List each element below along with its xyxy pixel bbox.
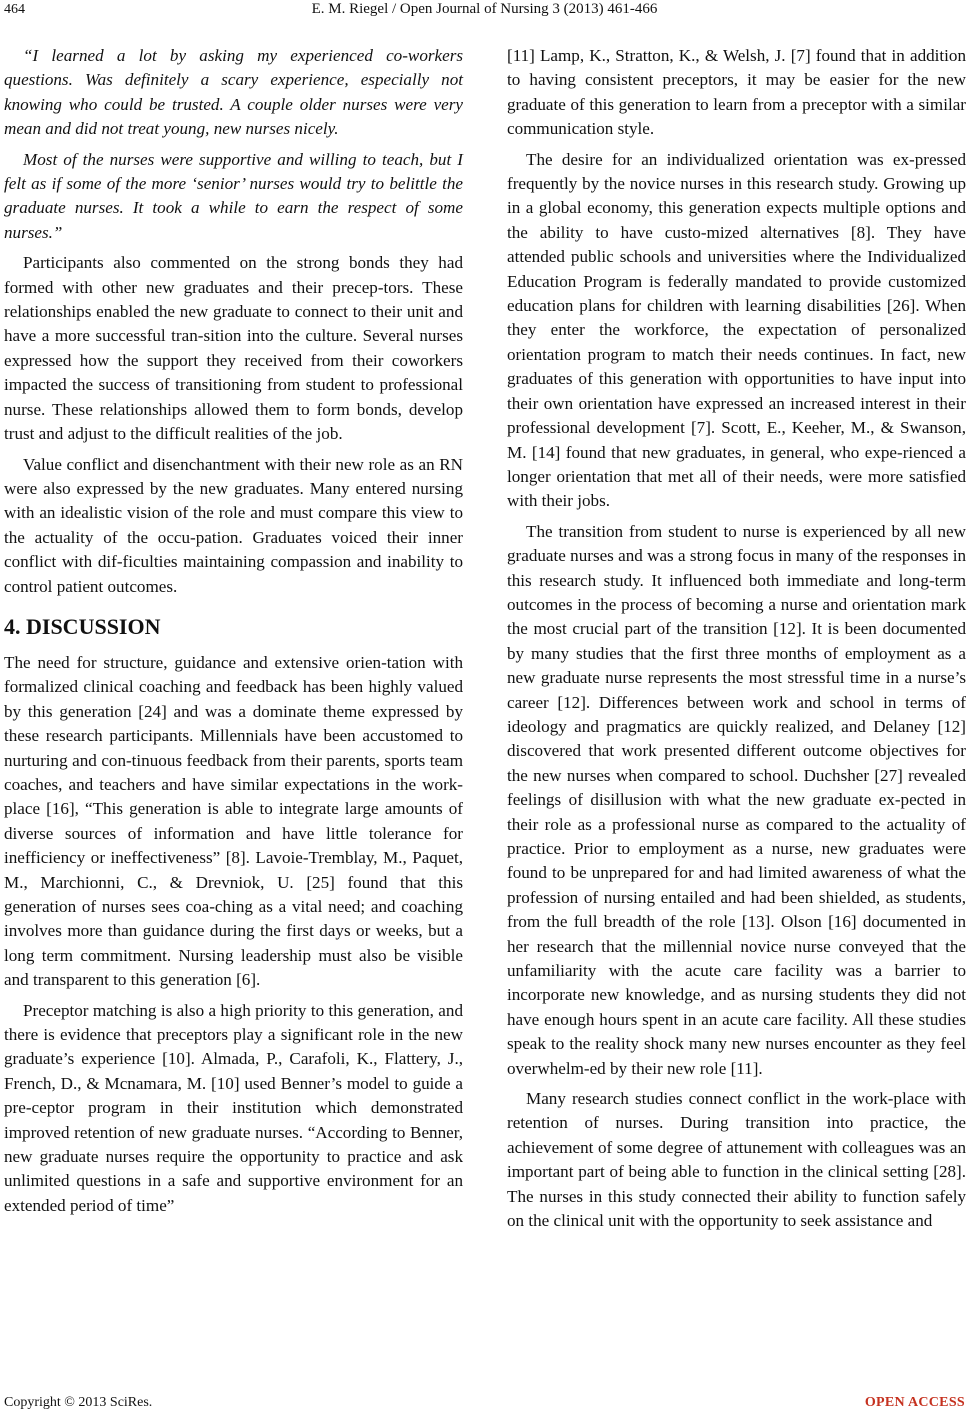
body-paragraph: [11] Lamp, K., Stratton, K., & Welsh, J. [7] found that in addition to having consistent preceptors, it may be easier for the new graduate of this generation to learn from a preceptor with a similar communication style. [507,46,966,139]
right-column [507,44,966,1240]
copyright-notice: Copyright © 2013 SciRes. [4,1395,153,1410]
page-number: 464 [4,2,25,17]
page-header [0,0,969,24]
body-paragraph: The transition from student to nurse is experienced by all new graduate nurses and was a strong focus in many of the responses in this research study. It influenced both immediate and long-term outcomes in the process of becoming a nurse and orientation mark the most crucial part of the transition [12]. It is been documented by many studies that the first three months of employment as a new graduate nurse represents the most stressful time in a nurse’s career [12]. Differences between work and school in terms of ideology and pragmatics are quickly realized, and Delaney [12] discovered that work presented different outcome objectives for the new nurses when compared to school. Duchsher [27] revealed feelings of disillusion with what the new graduate ex-pected in their role as a professional nurse as compared to the actuality of practice. Prior to employment as a nurse, new graduates were found to be unprepared for and had limited awareness of what the profession of nursing entailed and had been shielded, as students, from the full breadth of the role [13]. Olson [16] documented in her research that the millennial novice nurse conveyed that the unfamiliarity with the acute care facility was a barrier to incorporate new knowledge, and as nursing students they did not have enough hours spent in an acute care facility. All these studies speak to the reality shock many new nurses encounter as they feel overwhelm-ed by their new role [11]. [507,521,966,1078]
open-access-label: OPEN ACCESS [864,1395,965,1410]
body-paragraph: The need for structure, guidance and extensive orien-tation with formalized clinical coaching and feedback has been highly valued by this generation [24] and was a dominate theme expressed by these research participants. Millennials have been accustomed to nurturing and con-tinuous feedback from their parents, sports team coaches, and teachers and have similar expectations in the work-place [16], “This generation is able to integrate large amounts of diverse sources of information and have little tolerance for inefficiency or ineffectiveness” [8]. Lavoie-Tremblay, M., Paquet, M., Marchionni, C., & Drevniok, U. [25] found that this generation of nurses sees coa-ching as a vital need; and coaching involves more than guidance during the first days or weeks, but a long term commitment. Nursing leadership must also be visible and transparent to this generation [6]. [4,652,463,990]
section-heading: 4. DISCUSSION [4,613,161,639]
interview-quote-paragraph: Most of the nurses were supportive and willing to teach, but I felt as if some of the more ‘senior’ nurses would try to belittle the graduate nurses. It took a while to earn the respect of some nurses.” [4,149,463,242]
body-paragraph: Many research studies connect conflict in the work-place with retention of nurses. During transition into practice, the achievement of some degree of attunement with colleagues was an important part of being able to function in the clinical setting [28]. The nurses in this study connected their ability to function safely on the clinical unit with the opportunity to seek assistance and [507,1089,966,1231]
body-paragraph: The desire for an individualized orientation was ex-pressed frequently by the novice nurses in this research study. Growing up in a global economy, this generation expects multiple options and the ability to have custo-mized alternatives [8]. They have attended public schools and universities where the Individualized Education Program is federally mandated to provide customized education plans for children with learning disabilities [26]. When they enter the workforce, the expectation of personalized orientation program to match their needs continues. In fact, new graduates of this generation with opportunities to have input into their own orientation have expressed an increased interest in their professional development [7]. Scott, E., Keeher, M., & Swanson, M. [14] found that new graduates, in general, who expe-rienced a longer orientation that met all of their needs, were more satisfied with their jobs. [507,149,966,511]
body-paragraph: Value conflict and disenchantment with their new role as an RN were also expressed by the new graduates. Many entered nursing with an idealistic vision of the role and must compare this view to the actuality of the occu-pation. Graduates voiced their inner conflict with dif-ficulties maintaining compassion and inability to control patient outcomes. [4,454,463,596]
body-paragraph: Participants also commented on the strong bonds they had formed with other new graduates and their precep-tors. These relationships enabled the new graduate to connect to their unit and have a more successful tran-sition into the culture. Several nurses expressed how the support they received from their coworkers impacted the success of transitioning from student to professional nurse. These relationships allowed them to form bonds, develop trust and adjust to the difficult realities of the job. [4,253,463,444]
interview-quote-paragraph: “I learned a lot by asking my experienced co-workers questions. Was definitely a scary experience, especially not knowing who could be trusted. A couple older nurses were very mean and did not treat young, new nurses nicely. [4,46,463,139]
left-column [4,44,463,1224]
running-head: E. M. Riegel / Open Journal of Nursing 3 (2013) 461-466 [311,1,658,17]
body-paragraph: Preceptor matching is also a high priority to this generation, and there is evidence that preceptors play a significant role in the new graduate’s experience [10]. Almada, P., Carafoli, K., Flattery, J., French, D., & Mcnamara, M. [10] used Benner’s model to guide a pre-ceptor program in their institution which demonstrated improved retention of new graduate nurses. “According to Benner, new graduate nurses require the opportunity to practice and ask unlimited questions in a safe and supportive environment for an extended period of time” [4,1000,463,1215]
